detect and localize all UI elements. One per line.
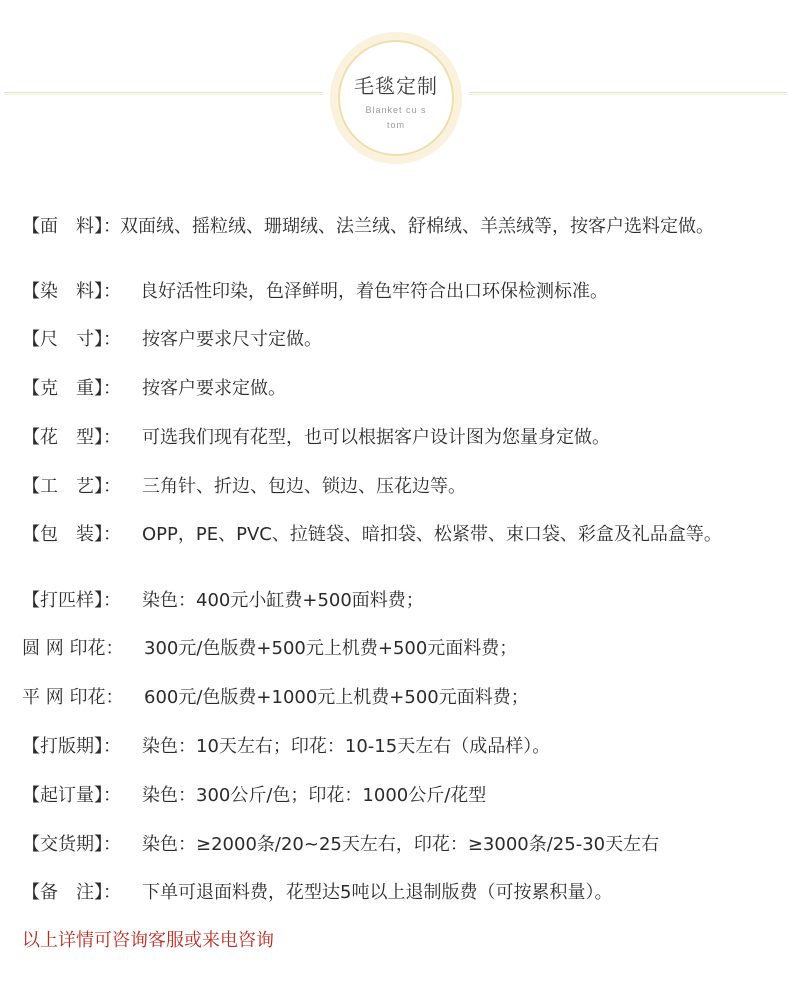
spec-label: 平 网 印花：	[22, 687, 124, 708]
spec-value: OPP，PE、PVC、拉链袋、暗扣袋、松紧带、束口袋、彩盒及礼品盒等。	[142, 524, 722, 545]
spec-label: 【备 注】：	[22, 882, 121, 903]
spec-label: 圆 网 印花：	[22, 638, 124, 659]
spec-value: 染色：300公斤/色；印花：1000公斤/花型	[142, 785, 487, 806]
spec-value: 双面绒、摇粒绒、珊瑚绒、法兰绒、舒棉绒、羊羔绒等，按客户选料定做。	[120, 216, 714, 237]
spec-label: 【交货期】：	[22, 834, 121, 855]
spec-value: 三角针、折边、包边、锁边、压花边等。	[142, 476, 466, 497]
spec-value: 下单可退面料费，花型达5吨以上退制版费（可按累积量）。	[142, 882, 613, 903]
spec-label: 【花 型】：	[22, 427, 121, 448]
spec-label: 【工 艺】：	[22, 476, 121, 497]
spec-value: 染色：10天左右；印花：10-15天左右（成品样）。	[142, 736, 551, 757]
spec-value: 300元/色版费+500元上机费+500元面料费；	[144, 638, 518, 659]
page-subtitle: Blanket cu stom	[365, 105, 427, 130]
spec-label: 【起订量】：	[22, 785, 121, 806]
spec-value: 良好活性印染，色泽鲜明，着色牢符合出口环保检测标准。	[140, 281, 608, 302]
spec-label: 【打版期】：	[22, 736, 121, 757]
spec-value: 按客户要求定做。	[142, 378, 286, 399]
spec-value: 600元/色版费+1000元上机费+500元面料费；	[144, 687, 529, 708]
contact-note: 以上详情可咨询客服或来电咨询	[22, 930, 274, 951]
spec-label: 【面 料】：	[22, 216, 121, 237]
spec-label: 【尺 寸】：	[22, 329, 121, 350]
spec-label: 【包 装】：	[22, 524, 121, 545]
spec-label: 【打匹样】：	[22, 590, 121, 611]
spec-label: 【克 重】：	[22, 378, 121, 399]
spec-value: 染色：≥2000条/20~25天左右，印花：≥3000条/25-30天左右	[142, 834, 660, 855]
spec-label: 【染 料】：	[22, 281, 121, 302]
spec-value: 可选我们现有花型，也可以根据客户设计图为您量身定做。	[142, 427, 610, 448]
spec-value: 按客户要求尺寸定做。	[142, 329, 322, 350]
spec-value: 染色：400元小缸费+500面料费；	[142, 590, 424, 611]
page-title: 毛毯定制	[354, 74, 438, 98]
